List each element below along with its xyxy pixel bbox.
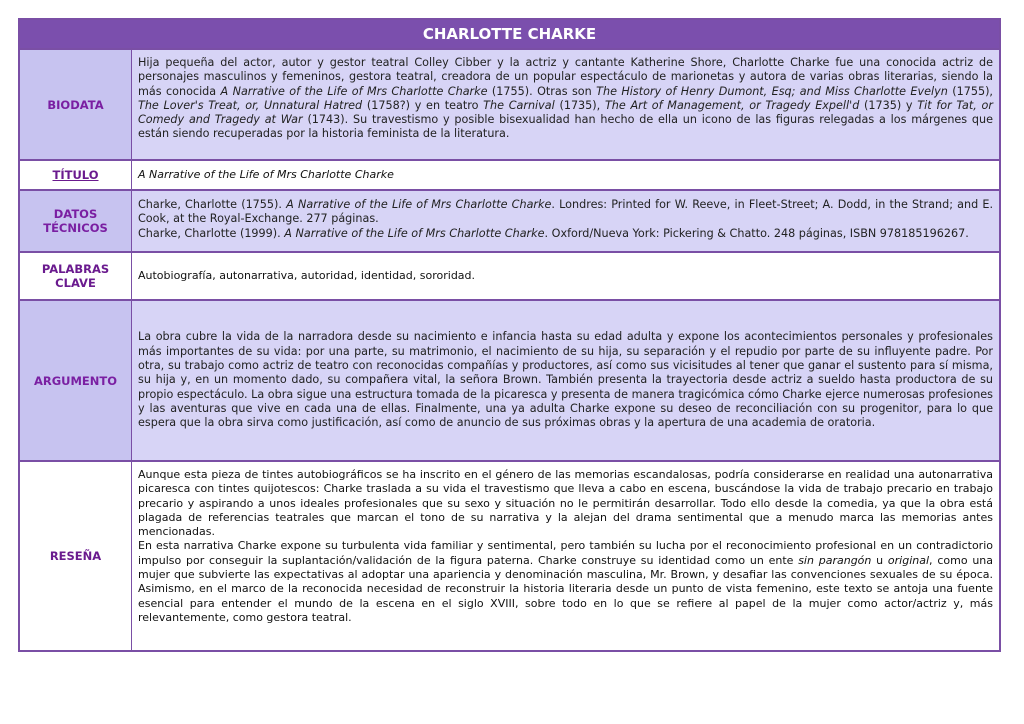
resena-seg: u [871, 553, 888, 567]
datos-seg: Charke, Charlotte (1755). [138, 198, 287, 211]
datos-seg: . Oxford/Nueva York: Pickering & Chatto. 248 páginas, ISBN 978185196267. [544, 226, 969, 240]
biodata-seg: (1735), [554, 98, 605, 112]
biodata-work-title: The Art of Management, or Tragedy Expell'd [604, 98, 860, 112]
row-argumento [20, 301, 999, 462]
palabras-text: Autobiografía, autonarrativa, autoridad, identidad, sororidad. [132, 253, 999, 299]
resena-text [132, 462, 999, 650]
argumento-text [132, 301, 999, 460]
label-titulo: TÍTULO [20, 161, 132, 189]
row-palabras [20, 253, 999, 301]
row-titulo [20, 161, 999, 191]
biodata-seg: Hija pequeña del actor, autor y gestor teatral Colley Cibber y la actriz y cantante Katherine Shore, Charlotte Charke fue una conocida actriz de personajes masculinos y femeninos, gestora teatral, creadora de un popular espectáculo de marionetas y autora de varias obras literarias, siendo la más conocida [138, 56, 993, 98]
biodata-seg: (1755). Otras son [487, 84, 597, 98]
biodata-seg: (1755), [947, 84, 993, 98]
label-datos-1: DATOS [53, 207, 98, 221]
row-resena [20, 462, 999, 650]
label-palabras [20, 253, 132, 299]
label-palabras-2: CLAVE [55, 276, 96, 290]
biodata-text [132, 50, 999, 159]
biodata-work-title: A Narrative of the Life of Mrs Charlotte Charke [220, 84, 488, 98]
resena-seg: En esta narrativa Charke expone su turbulenta vida familiar y sentimental, pero también su lucha por el reconocimiento profesional en un contradictorio impulso por conseguir la suplantación/validación de la figura paterna. Charke construye su identidad como un ente [138, 539, 993, 567]
record-table [18, 18, 1001, 652]
datos-work-title: A Narrative of the Life of Mrs Charlotte Charke [286, 198, 552, 211]
resena-seg: , como una mujer que subvierte las expectativas al adoptar una apariencia y denominación masculina, Mr. Brown, y desafiar las convenciones sexuales de su época. Asimismo, en el marco de la reconocida necesidad de reconstruir la historia literaria desde un punto de vista femenino, este texto se antoja una fuente esencial para entender el mundo de la escena en el siglo XVIII, sobre todo en lo que se refiere al papel de la mujer como actor/actriz y, más relevantemente, como gestora teatral. [138, 553, 994, 624]
label-palabras-1: PALABRAS [41, 262, 110, 276]
biodata-work-title: The Carnival [483, 98, 555, 112]
biodata-work-title: The History of Henry Dumont, Esq; and Miss Charlotte Evelyn [596, 84, 948, 98]
page-title: CHARLOTTE CHARKE [20, 20, 999, 50]
row-datos [20, 191, 999, 253]
datos-line-1 [138, 198, 993, 227]
label-datos-2: TÉCNICOS [43, 221, 108, 235]
resena-paragraph-2 [138, 539, 993, 625]
resena-emph: original [887, 553, 930, 567]
datos-work-title: A Narrative of the Life of Mrs Charlotte Charke [284, 226, 545, 240]
titulo-text [132, 161, 999, 189]
datos-seg: Charke, Charlotte (1999). [138, 226, 285, 240]
row-biodata [20, 50, 999, 161]
argumento-paragraph: La obra cubre la vida de la narradora desde su nacimiento e infancia hasta su edad adulta y expone los acontecimientos personales y profesionales más importantes de su vida: por una parte, su matrimonio, el nacimiento de su hija, su separación y el repudio por parte de su influyente padre. Por otra, su trabajo como actriz de teatro con reconocidas compañías y productores, así como sus vicisitudes al tener que ganar el sustento para sí misma, su hija y, en un momento dado, su compañera vital, la señora Brown. También presenta la trayectoria desde actriz a sueldo hasta productora de su propio espectáculo. La obra sigue una estructura tomada de la picaresca y presenta de manera tragicómica cómo Charke ejerce numerosas profesiones y las aventuras que vive en cada una de ellas. Finalmente, una ya adulta Charke expone su deseo de reconciliación con su progenitor, para lo que espera que la obra sirva como justificación, así como de anuncio de sus próximas obras y la apertura de una academia de oratoria. [138, 330, 993, 430]
work-title: A Narrative of the Life of Mrs Charlotte Charke [138, 167, 394, 181]
datos-text [132, 191, 999, 251]
biodata-seg: (1735) y [859, 98, 918, 112]
label-resena: RESEÑA [20, 462, 132, 650]
resena-paragraph-1: Aunque esta pieza de tintes autobiográficos se ha inscrito en el género de las memorias escandalosas, podría considerarse en realidad una autonarrativa picaresca con tintes quijotescos: Charke traslada a su vida el travestismo que lleva a cabo en escena, buscándose la vida de trabajo precario en trabajo precario y aspirando a unos ideales profesionales que su sexo y situación no le permitirán desarrollar. Todo ello desde la comedia, ya que la obra está plagada de referencias teatrales que marcan el tono de su narrativa y la alejan del drama sentimental que a menudo marca las memorias antes mencionadas. [138, 468, 993, 539]
label-datos [20, 191, 132, 251]
label-argumento: ARGUMENTO [20, 301, 132, 460]
biodata-seg: (1758?) y en teatro [362, 98, 484, 112]
biodata-work-title: Tit for Tat, or Comedy and Tragedy at War [138, 98, 994, 127]
datos-seg: . Londres: Printed for W. Reeve, in Fleet-Street; A. Dodd, in the Strand; and E. Cook, at the Royal-Exchange. 277 páginas. [138, 198, 993, 226]
biodata-seg: (1743). Su travestismo y posible bisexualidad han hecho de ella un icono de las figuras relegadas a los márgenes que están siendo recuperadas por la historia feminista de la literatura. [138, 113, 993, 141]
datos-line-2 [138, 227, 993, 241]
biodata-work-title: The Lover's Treat, or, Unnatural Hatred [138, 98, 363, 112]
label-biodata: BIODATA [20, 50, 132, 159]
resena-emph: sin parangón [798, 553, 872, 567]
